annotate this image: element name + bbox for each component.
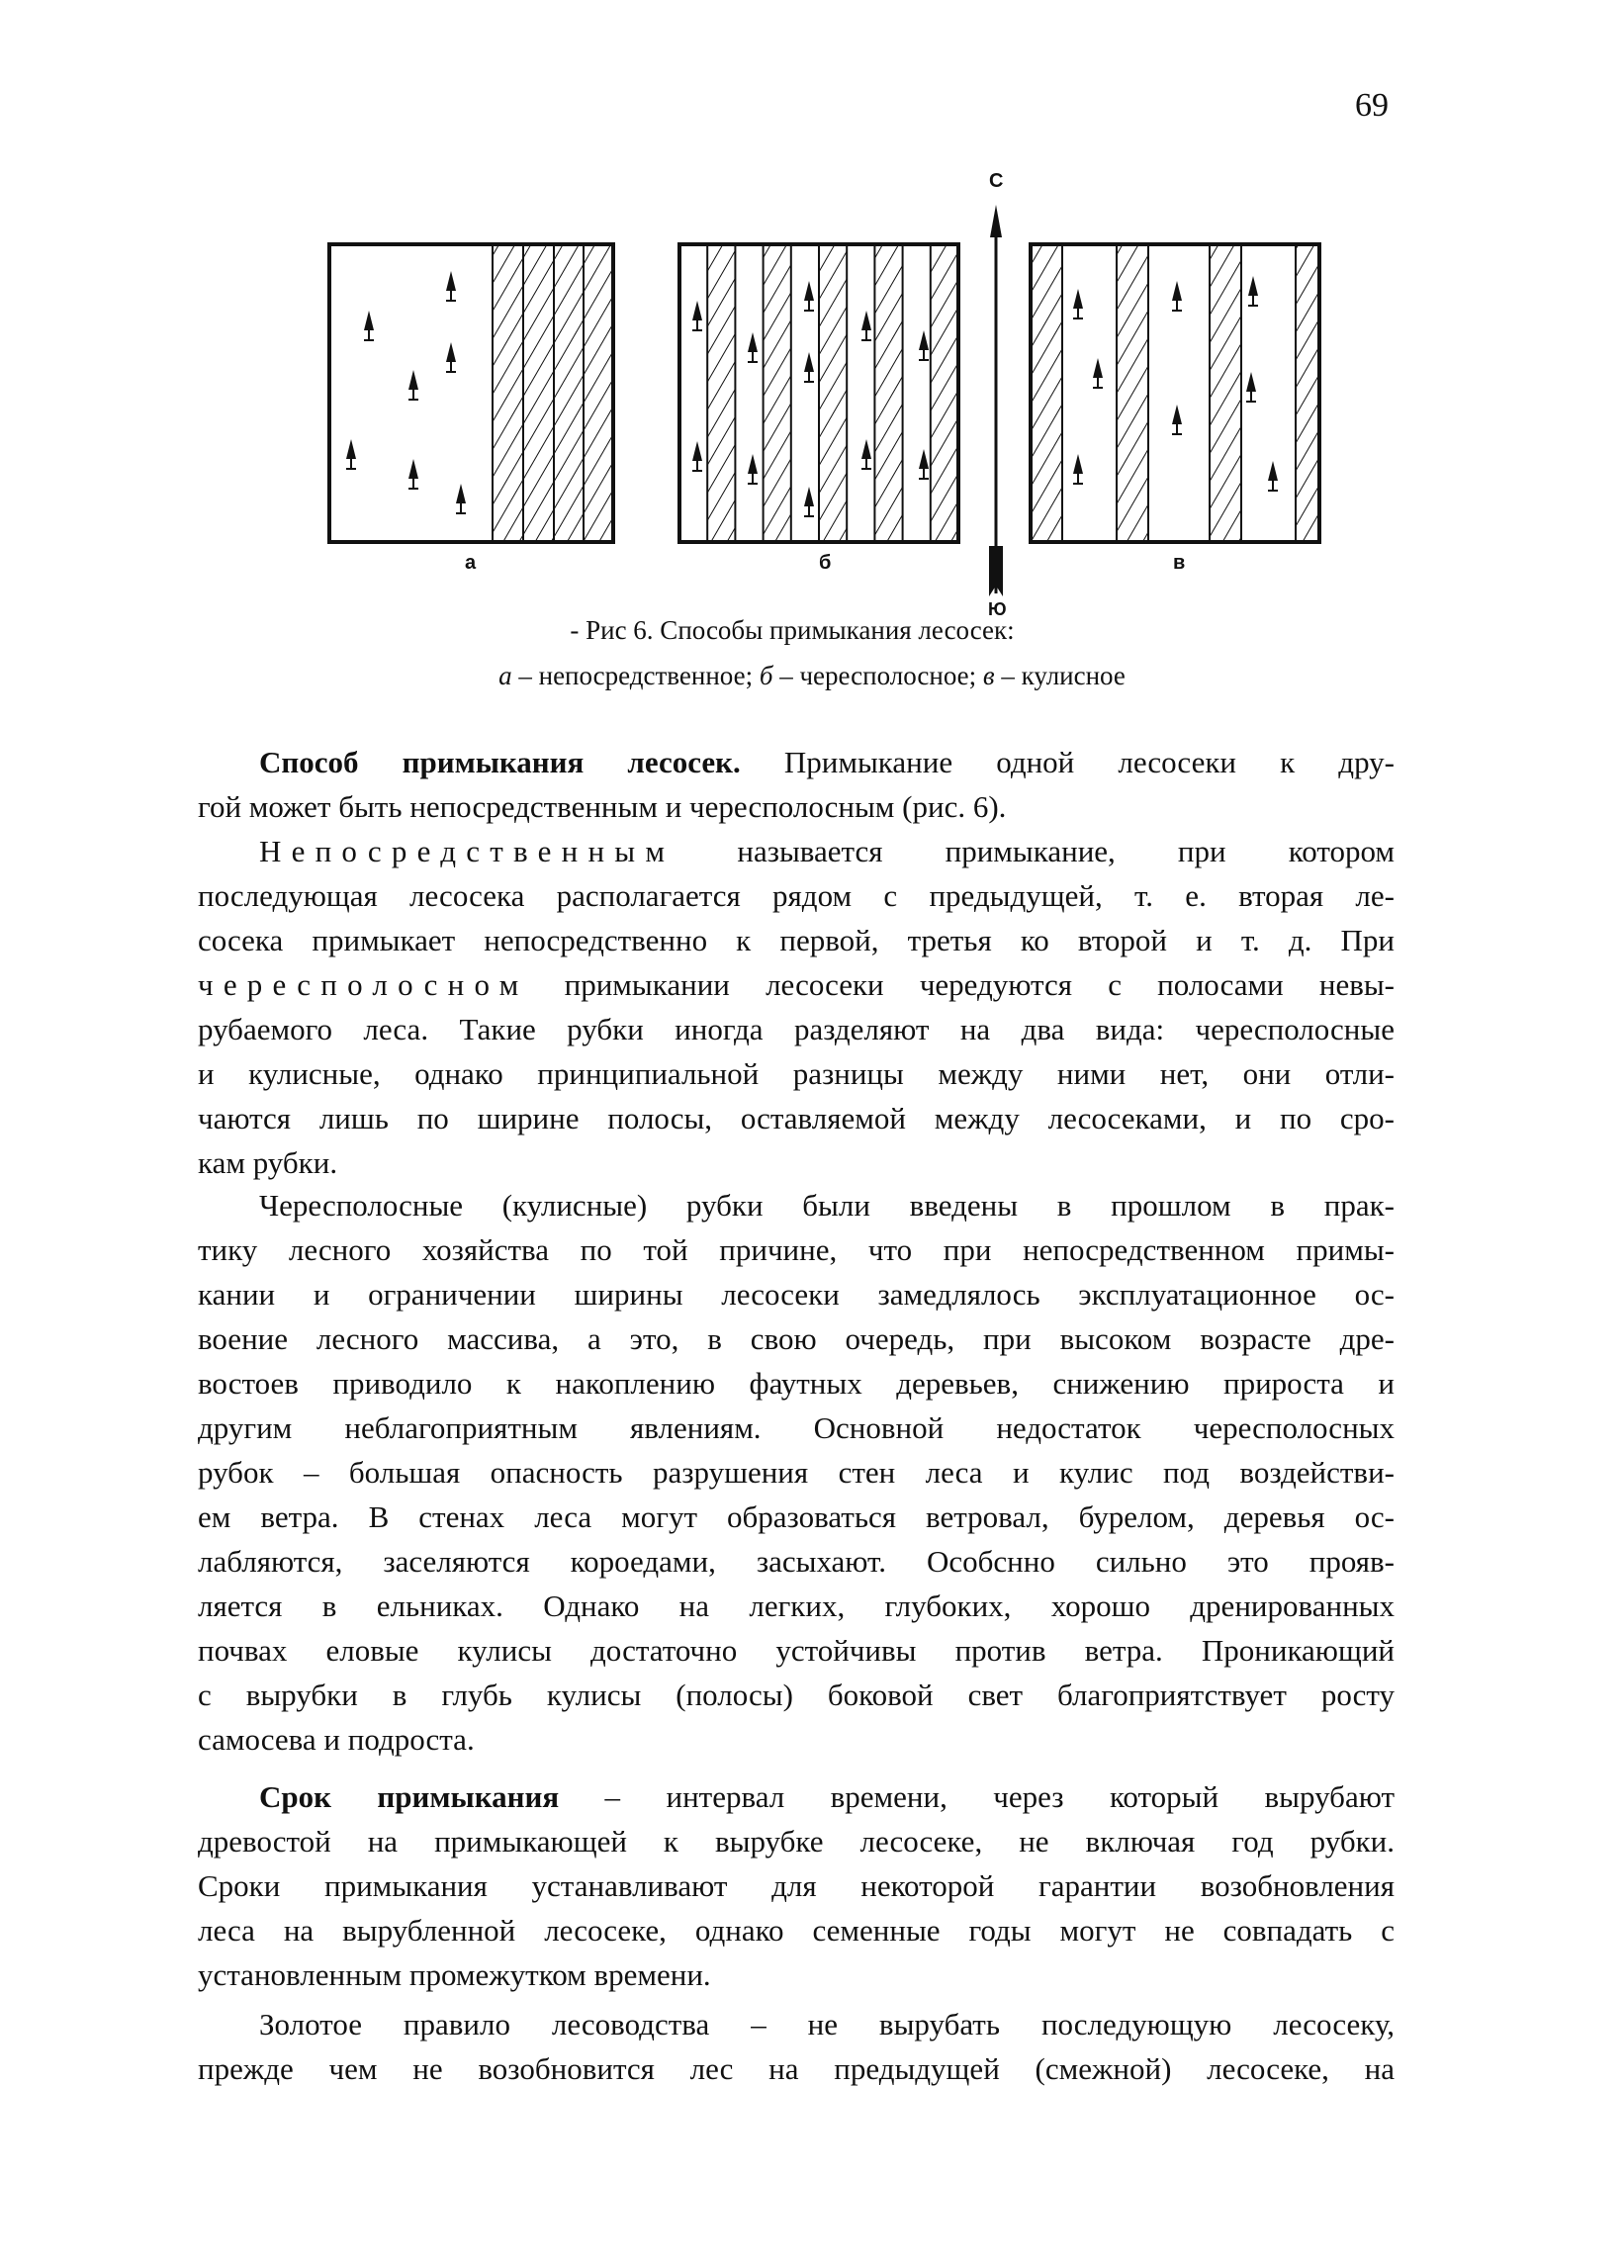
spaced-term: Непосредственным bbox=[259, 834, 676, 868]
figure-caption-legend: а – непосредственное; б – чересполосное; в – кулисное bbox=[498, 661, 1126, 690]
paragraph-adjacency-period: Срок примыкания – интервал времени, через который вырубают древостой на примыкающей к вырубке лесосеке, не включая год рубки. Сроки примыкания устанавливают для некоторой гарантии возобновления леса на вырубленной лесосеке, однако семенные годы могут не совпадать с установленным промежутком времени. bbox=[198, 1779, 1395, 1992]
cut-strip bbox=[1210, 244, 1241, 542]
text-line: лабляются, заселяются короедами, засыхают. Особснно сильно это прояв- bbox=[198, 1544, 1395, 1579]
cut-strip bbox=[584, 244, 613, 542]
tree-icon bbox=[748, 332, 758, 362]
text-line: воение лесного массива, а это, в свою очередь, при высоком возрасте дре- bbox=[198, 1321, 1395, 1356]
forest-strip bbox=[679, 244, 707, 542]
text-line: почвах еловые кулисы достаточно устойчивы против ветра. Проникающий bbox=[198, 1633, 1395, 1668]
tree-icon bbox=[1172, 405, 1182, 434]
cut-strip bbox=[523, 244, 554, 542]
page-number: 69 bbox=[1355, 87, 1389, 124]
tree-icon bbox=[408, 459, 418, 489]
tree-icon bbox=[446, 342, 456, 372]
tree-icon bbox=[861, 311, 871, 340]
text-line: тику лесного хозяйства по той причине, что при непосредственном примы- bbox=[198, 1232, 1395, 1267]
cut-strip bbox=[1031, 244, 1062, 542]
paragraph-adjacency-method: Способ примыкания лесосек. Примыкание одной лесосеки к дру- гой может быть непосредственным и чересполосным (рис. 6). bbox=[198, 745, 1395, 824]
text-line: кании и ограничении ширины лесосеки замедлялось эксплуатационное ос- bbox=[198, 1277, 1395, 1312]
paragraph-golden-rule: Золотое правило лесоводства – не вырубать последующую лесосеку, прежде чем не возобновится лес на предыдущей (смежной) лесосеке, на bbox=[198, 2007, 1395, 2086]
tree-icon bbox=[692, 301, 702, 330]
cut-strip bbox=[819, 244, 847, 542]
text-line: самосева и подроста. bbox=[198, 1722, 475, 1757]
tree-icon bbox=[919, 330, 929, 360]
cut-strip bbox=[1296, 244, 1319, 542]
paragraph-strip-cuttings bbox=[198, 1183, 1395, 1762]
tree-icon bbox=[748, 454, 758, 484]
cut-strip bbox=[874, 244, 902, 542]
cut-strip bbox=[931, 244, 958, 542]
cut-strip bbox=[493, 244, 523, 542]
section-heading: Способ примыкания лесосек. bbox=[259, 745, 741, 779]
tree-icon bbox=[804, 352, 814, 382]
panel-label-a: а bbox=[465, 552, 477, 574]
tree-icon bbox=[408, 370, 418, 400]
text-line: с вырубки в глубь кулисы (полосы) боковой свет благоприятствует росту bbox=[198, 1678, 1395, 1712]
forest-strip bbox=[791, 244, 819, 542]
forest-strip bbox=[1062, 244, 1117, 542]
tree-icon bbox=[919, 449, 929, 479]
tree-icon bbox=[861, 439, 871, 469]
tree-icon bbox=[1268, 461, 1278, 491]
cut-strip bbox=[764, 244, 791, 542]
tree-icon bbox=[804, 281, 814, 311]
tree-icon bbox=[1093, 358, 1103, 388]
tree-icon bbox=[1248, 276, 1258, 306]
tree-icon bbox=[364, 311, 374, 340]
paragraph-direct-adjacency: Непосредственным называется примыкание, при котором последующая лесосека располагается рядом с предыдущей, т. е. вторая ле- сосека примыкает непосредственно к первой, третья ко второй и т. д. При чересполосном примыкании лесосеки чередуются с полосами невы- рубаемого леса. Такие рубки иногда разделяют на два вида: чересполосные и кулисные, однако принципиальной разницы между ними нет, они отли- чаются лишь по ширине полосы, оставляемой между лесосеками, и по сро- кам рубки. bbox=[198, 834, 1395, 1180]
tree-icon bbox=[692, 441, 702, 471]
compass-north-label: С bbox=[989, 170, 1004, 192]
compass-south-label: Ю bbox=[988, 599, 1007, 619]
figure-caption-title: - Рис 6. Способы примыкания лесосек: bbox=[570, 615, 1015, 645]
section-heading: Срок примыкания bbox=[259, 1779, 560, 1814]
tree-icon bbox=[804, 487, 814, 516]
text-line: Чересполосные (кулисные) рубки были введены в прошлом в прак- bbox=[259, 1188, 1395, 1223]
figure-cutting-adjacency bbox=[0, 0, 1624, 712]
cut-strip bbox=[1117, 244, 1148, 542]
compass-arrow bbox=[989, 205, 1003, 596]
text-line: востоев приводило к накоплению фаутных деревьев, снижению прироста и bbox=[198, 1366, 1395, 1401]
tree-icon bbox=[446, 271, 456, 301]
forest-strip bbox=[903, 244, 931, 542]
cut-strip bbox=[554, 244, 584, 542]
tree-icon bbox=[1073, 454, 1083, 484]
text-line: ем ветра. В стенах леса могут образоваться ветровал, бурелом, деревья ос- bbox=[198, 1499, 1395, 1534]
panel-label-b: б bbox=[819, 552, 832, 574]
tree-icon bbox=[1073, 289, 1083, 318]
cut-strip bbox=[707, 244, 735, 542]
panel-label-v: в bbox=[1173, 552, 1186, 574]
forest-strip bbox=[735, 244, 763, 542]
text-line: ляется в ельниках. Однако на легких, глубоких, хорошо дренированных bbox=[198, 1588, 1395, 1623]
tree-icon bbox=[456, 484, 466, 513]
text-line: другим неблагоприятным явлениям. Основной недостаток чересполосных bbox=[198, 1410, 1395, 1445]
text-line: рубок – большая опасность разрушения стен леса и кулис под воздействи- bbox=[198, 1455, 1395, 1490]
forest-strip bbox=[847, 244, 874, 542]
tree-icon bbox=[346, 439, 356, 469]
tree-icon bbox=[1172, 281, 1182, 311]
tree-icon bbox=[1246, 372, 1256, 402]
forest-strip bbox=[1241, 244, 1296, 542]
spaced-term: чересполосном bbox=[198, 967, 529, 1002]
